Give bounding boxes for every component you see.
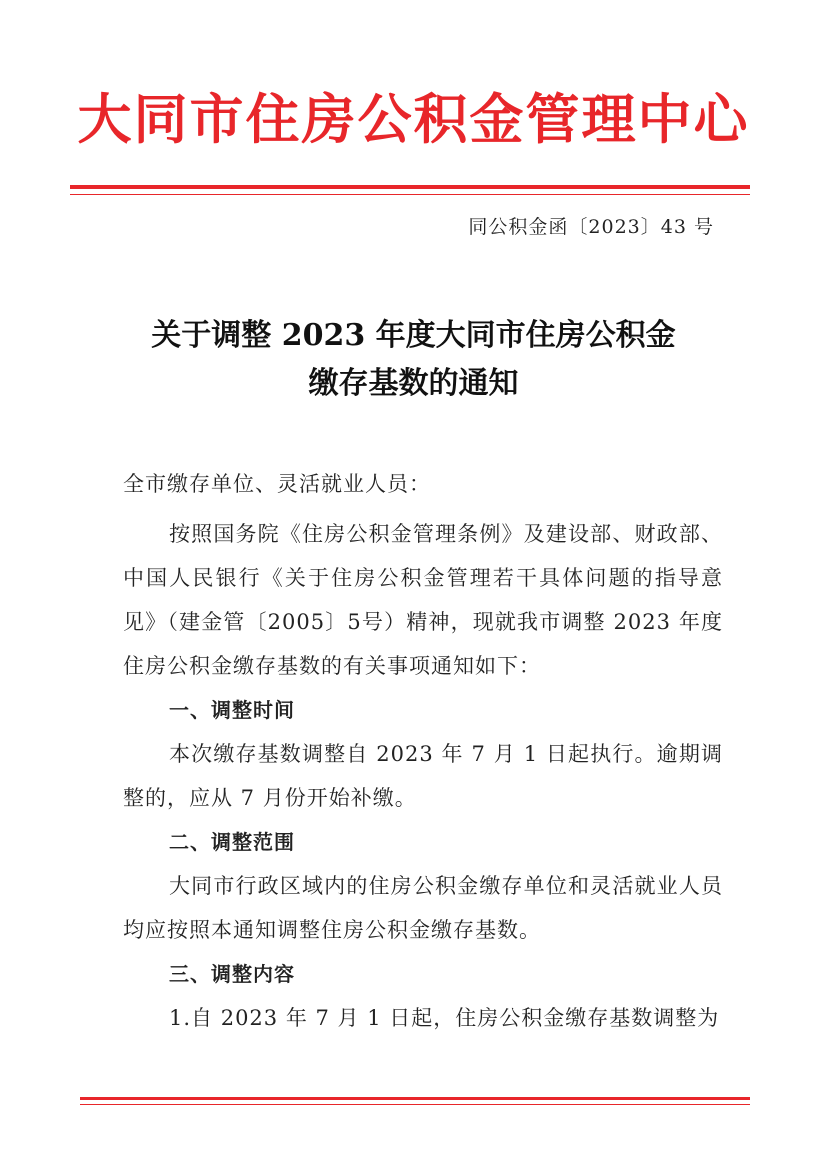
section-text-3: 1.自 2023 年 7 月 1 日起，住房公积金缴存基数调整为	[169, 1006, 720, 1030]
document-number: 同公积金函〔2023〕43 号	[468, 216, 714, 238]
title-line-2: 缴存基数的通知	[308, 366, 519, 401]
salutation: 全市缴存单位、灵活就业人员：	[123, 472, 431, 496]
header-divider-thick	[70, 185, 750, 189]
section-text-1: 本次缴存基数调整自 2023 年 7 月 1 日起执行。逾期调整的，应从 7 月份开始补缴。	[123, 742, 723, 810]
section-heading-2: 二、调整范围	[169, 830, 295, 854]
organization-name: 大同市住房公积金管理中心	[77, 87, 750, 151]
header-divider-thin	[70, 194, 750, 195]
footer-divider-thick	[80, 1097, 750, 1100]
footer-divider-thin	[80, 1104, 750, 1105]
section-heading-3: 三、调整内容	[169, 962, 295, 986]
intro-paragraph: 按照国务院《住房公积金管理条例》及建设部、财政部、中国人民银行《关于住房公积金管理若干具体问题的指导意见》（建金管〔2005〕5号）精神，现就我市调整 2023 年度住房公积金缴存基数的有关事项通知如下：	[123, 522, 723, 678]
section-text-2: 大同市行政区域内的住房公积金缴存单位和灵活就业人员均应按照本通知调整住房公积金缴存基数。	[123, 874, 723, 942]
title-line-1: 关于调整 2023 年度大同市住房公积金	[151, 318, 676, 353]
document-title	[0, 312, 827, 408]
document-body	[123, 462, 723, 1040]
section-heading-1: 一、调整时间	[169, 698, 295, 722]
